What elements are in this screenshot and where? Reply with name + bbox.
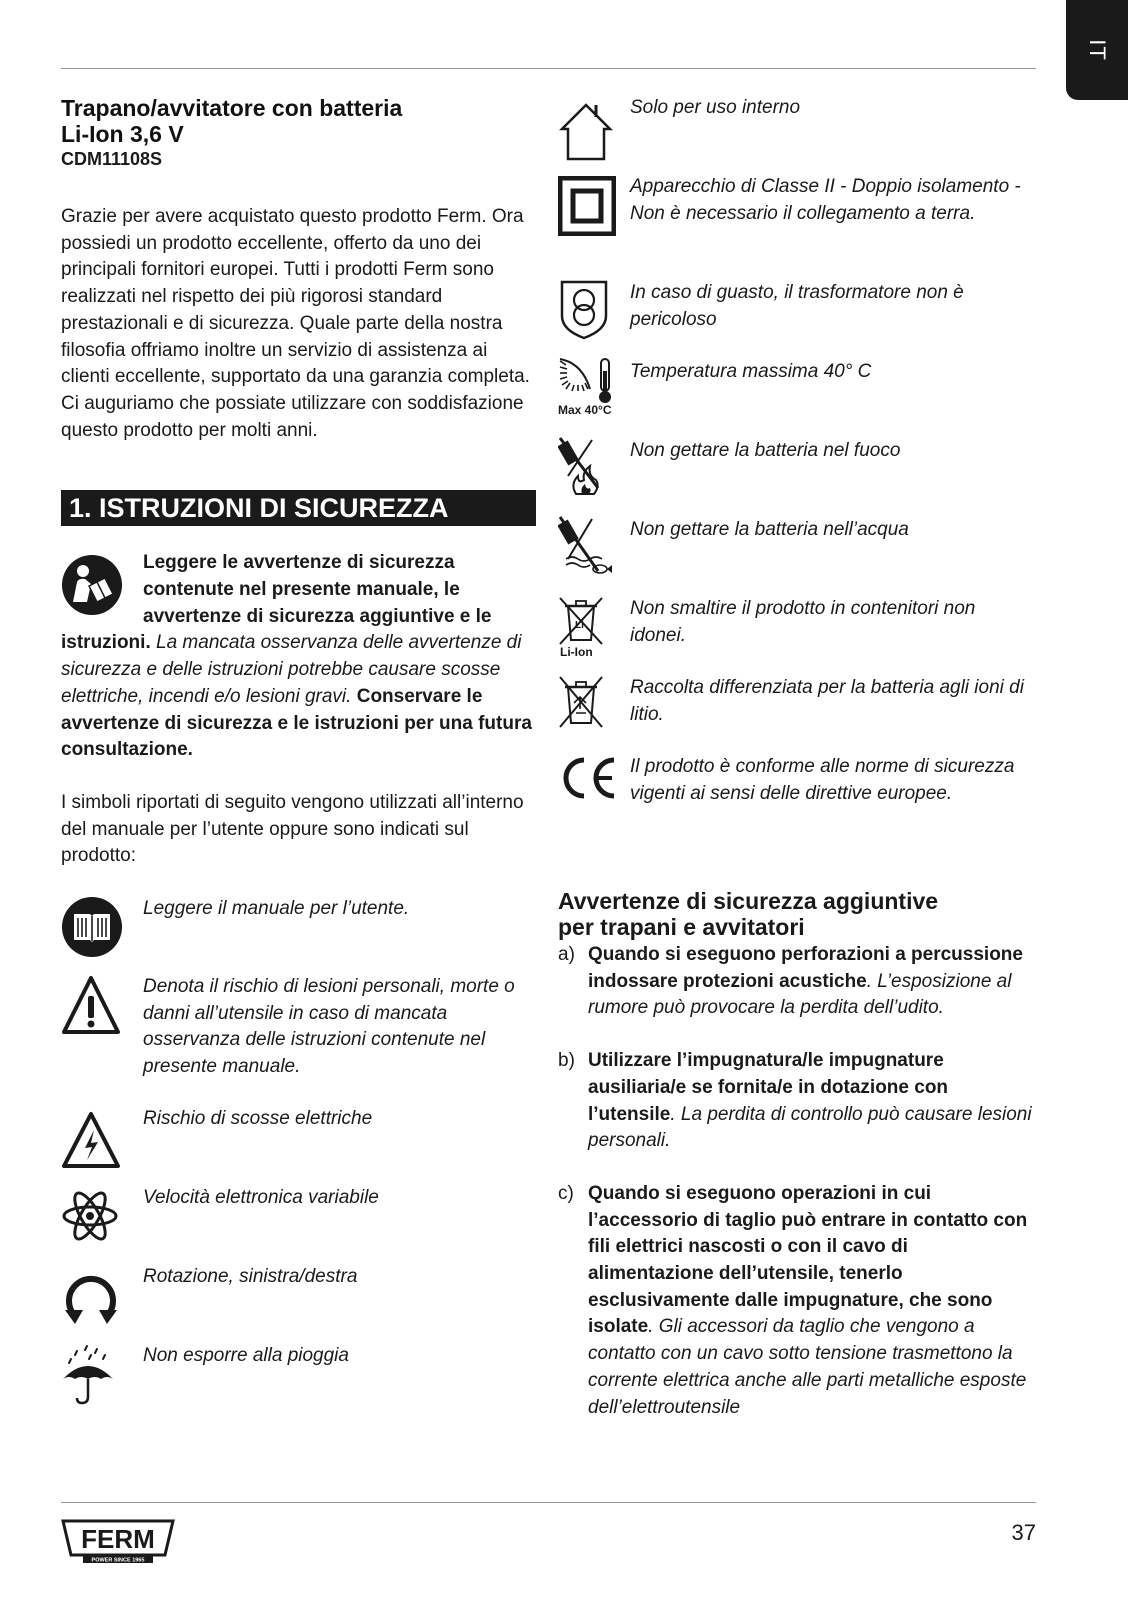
symbol-text: Temperatura massima 40° C: [630, 361, 872, 382]
additional-warnings-heading: Avvertenze di sicurezza aggiuntive per trapani e avvitatori: [558, 888, 939, 940]
symbol-text: Solo per uso interno: [630, 97, 801, 118]
electric-shock-icon: [61, 1110, 121, 1170]
read-manual-icon: [61, 554, 123, 616]
symbol-row: [558, 596, 1036, 675]
symbol-row: [558, 95, 1036, 174]
section-heading-safety: 1. ISTRUZIONI DI SICUREZZA: [61, 490, 536, 526]
safety-warning-block: Leggere le avvertenze di sicurezza contenute nel presente manuale, le avvertenze di sicurezza aggiuntive e le istruzioni. La mancata osservanza delle avvertenze di sicurezza e delle istruzioni potrebbe causare scosse elettriche, incendi e/o lesioni gravi. Conservare le avvertenze di sicurezza e le istruzioni per una futura consultazione.: [61, 552, 532, 761]
left-column: [61, 95, 536, 1422]
symbol-row: [558, 675, 1036, 754]
intro-paragraph: Grazie per avere acquistato questo prodotto Ferm. Ora possiedi un prodotto eccellente, offerto da uno dei principali fornitori europei. Tutti i prodotti Ferm sono realizzati nel rispetto dei più rigorosi standard prestazionali e di sicurezza. Quale parte della nostra filosofia offriamo inoltre un servizio di assistenza ai clienti eccellente, supportato da una garanzia completa. Ci auguriamo che possiate utilizzare con soddisfazione questo prodotto per molti anni.: [61, 206, 530, 441]
svg-text:Li-Ion: Li-Ion: [560, 645, 593, 659]
symbol-row: [61, 1264, 536, 1343]
language-tab: IT: [1066, 0, 1128, 100]
svg-text:Li: Li: [575, 620, 584, 631]
ferm-logo: [61, 1519, 175, 1563]
no-water-battery-icon: [558, 515, 612, 577]
symbol-row: [61, 1106, 536, 1185]
li-ion-bin-icon: [558, 596, 604, 646]
list-item: a) Quando si eseguono perforazioni a percussione indossare protezioni acustiche. L’esposizione al rumore può provocare la perdita dell’udito.: [558, 944, 1023, 1019]
page-number: 37: [1011, 1520, 1036, 1545]
symbol-text: Rischio di scosse elettriche: [143, 1108, 373, 1130]
transformer-icon: [558, 278, 610, 340]
symbol-row: [61, 1343, 536, 1422]
symbol-text: Raccolta differenziata per la batteria agli ioni di litio.: [630, 677, 1024, 725]
symbol-text: Non gettare la batteria nel fuoco: [630, 440, 901, 461]
symbol-row: [558, 280, 1036, 359]
list-item: c) Quando si eseguono operazioni in cui l’accessorio di taglio può entrare in contatto con fili elettrici nascosti o con il cavo di alimentazione dell’utensile, tenerlo esclusivamente dalle impugnature, che sono isolate. Gli accessori da taglio che vengono a contatto con un cavo sotto tensione trasmettono la corrente elettrica anche alle parti metalliche esposte dell’elettroutensile: [558, 1182, 1028, 1418]
symbol-row: [61, 896, 536, 974]
li-ion-label: [560, 645, 610, 659]
symbol-text: Non smaltire il prodotto in contenitori non idonei.: [630, 598, 976, 646]
product-title: Trapano/avvitatore con batteria Li-Ion 3,6 V: [61, 95, 403, 147]
thermometer-label: [558, 403, 614, 417]
list-item: b) Utilizzare l’impugnatura/le impugnature ausiliaria/e se fornita/e in dotazione con l’utensile. La perdita di controllo può causare lesioni personali.: [558, 1050, 1032, 1152]
symbol-row: [61, 974, 536, 1106]
warning-icon: [61, 974, 121, 1036]
umbrella-rain-icon: [61, 1343, 115, 1405]
model-number: CDM11108S: [61, 149, 163, 169]
symbol-row: [61, 1185, 536, 1264]
symbol-text: Non gettare la batteria nell’acqua: [630, 519, 909, 540]
double-insulation-icon: [558, 176, 616, 236]
symbol-row: [558, 359, 1036, 438]
symbol-row: [558, 174, 1036, 280]
svg-text:POWER SINCE 1965: POWER SINCE 1965: [91, 1557, 145, 1563]
symbol-text: Non esporre alla pioggia: [143, 1345, 349, 1367]
symbol-text: Velocità elettronica variabile: [143, 1187, 379, 1209]
svg-text:FERM: FERM: [81, 1524, 155, 1554]
manual-icon: [61, 896, 123, 958]
symbol-text: In caso di guasto, il trasformatore non è pericoloso: [630, 282, 964, 330]
symbol-text: Denota il rischio di lesioni personali, morte o danni all’utensile in caso di mancata osservanza delle istruzioni contenute nel presente manuale.: [143, 976, 515, 1078]
variable-speed-icon: [61, 1191, 119, 1241]
symbol-text: Il prodotto è conforme alle norme di sicurezza vigenti ai sensi delle direttive europee.: [630, 756, 1015, 804]
symbol-text: Leggere il manuale per l’utente.: [143, 898, 410, 920]
symbols-intro: I simboli riportati di seguito vengono utilizzati all’interno del manuale per l’utente oppure sono indicati sul prodotto:: [61, 791, 524, 867]
ce-mark-icon: [558, 754, 618, 802]
symbol-row: [558, 754, 1036, 888]
thermometer-icon: [558, 355, 616, 405]
no-fire-battery-icon: [558, 436, 608, 498]
house-icon: [558, 101, 614, 161]
crossed-bin-icon: [558, 675, 604, 729]
svg-text:Max 40°C: Max 40°C: [558, 403, 612, 417]
symbol-text: Rotazione, sinistra/destra: [143, 1266, 358, 1288]
right-column: [558, 95, 1036, 1421]
symbol-row: [558, 517, 1036, 596]
symbol-row: [558, 438, 1036, 517]
top-rule: [61, 68, 1036, 69]
symbol-text: Apparecchio di Classe II - Doppio isolamento - Non è necessario il collegamento a terra.: [630, 176, 1021, 224]
rotation-icon: [61, 1270, 121, 1326]
bottom-rule: [61, 1502, 1036, 1503]
